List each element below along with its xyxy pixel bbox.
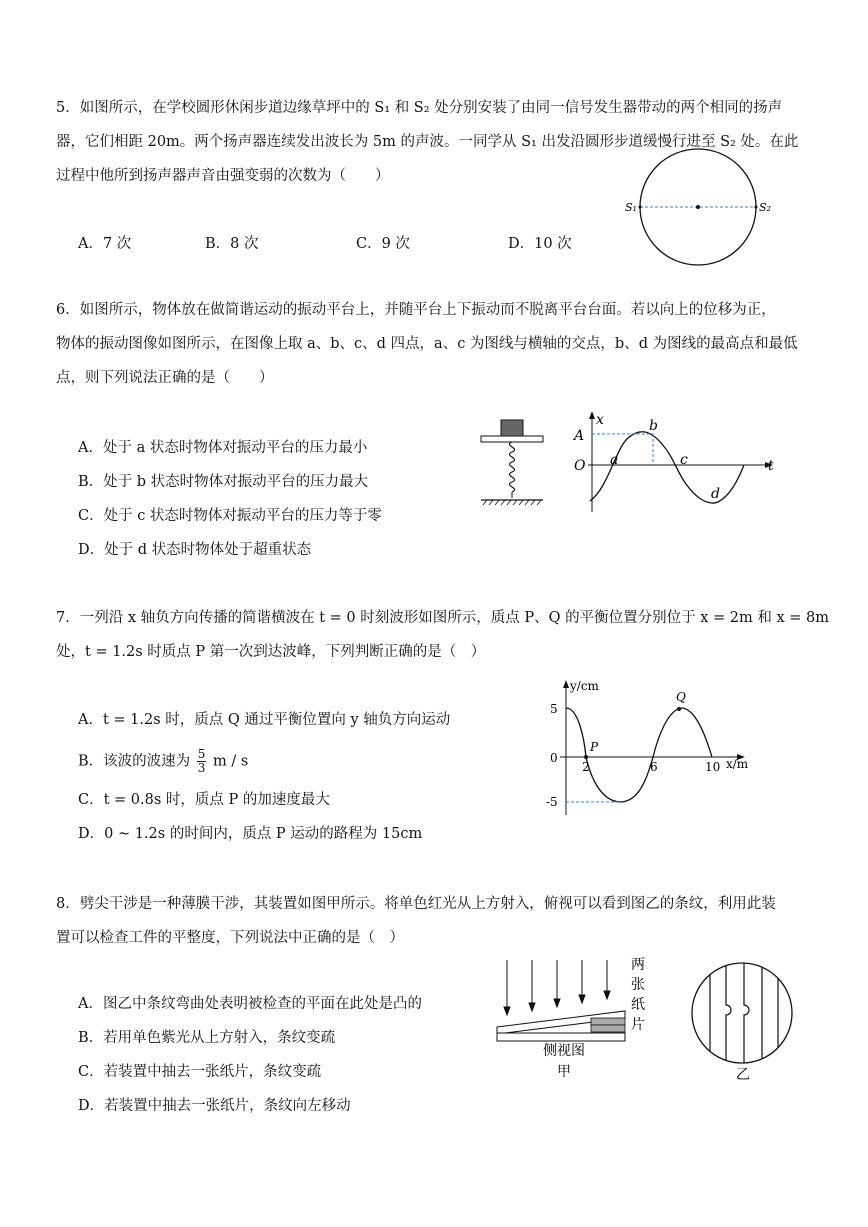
q8-line1: 8．劈尖干涉是一种薄膜干涉，其装置如图甲所示。将单色红光从上方射入，俯视可以看到图乙的条纹，利用此装 — [56, 896, 776, 912]
q7-P-label: P — [590, 740, 599, 754]
q7-yn5-label: -5 — [546, 795, 558, 809]
q7-option-b[interactable] — [78, 748, 248, 775]
q8-option-a[interactable]: A．图乙中条纹弯曲处表明被检查的平面在此处是凸的 — [78, 996, 422, 1012]
q8-side-view-label: 侧视图 — [543, 1043, 585, 1059]
q7-x-axis-label: x/m — [726, 757, 749, 771]
q6-line3: 点，则下列说法正确的是（ ） — [56, 370, 274, 386]
q7-x6-label: 6 — [650, 760, 658, 774]
q7-option-a[interactable]: A．t = 1.2s 时，质点 Q 通过平衡位置向 y 轴负方向运动 — [78, 712, 451, 728]
q6-option-d[interactable]: D．处于 d 状态时物体处于超重状态 — [78, 542, 312, 558]
q7-line1: 7．一列沿 x 轴负方向传播的简谐横波在 t = 0 时刻波形如图所示，质点 P、Q 的平衡位置分别位于 x = 2m 和 x = 8m — [56, 610, 829, 626]
q7-option-c[interactable]: C．t = 0.8s 时，质点 P 的加速度最大 — [78, 792, 330, 808]
q7-option-b-denominator: 3 — [197, 761, 206, 775]
q6-a-label: a — [610, 452, 619, 468]
q5-option-b[interactable]: B．8 次 — [205, 236, 259, 252]
q8-jia-label: 甲 — [557, 1064, 571, 1080]
q6-d-label: d — [711, 486, 720, 502]
q6-O-label: O — [574, 458, 586, 474]
q7-option-b-numerator: 5 — [197, 747, 206, 761]
q7-option-b-unit: m / s — [213, 753, 249, 770]
q5-circle-figure — [625, 145, 785, 275]
q8-paper-label-1: 张 — [631, 977, 645, 993]
q8-line2: 置可以检查工件的平整度，下列说法中正确的是（ ） — [56, 930, 404, 946]
q8-paper-label-0: 两 — [631, 957, 645, 973]
q5-line2: 器，它们相距 20m。两个扬声器连续发出波长为 5m 的声波。一同学从 S₁ 出发沿圆形步道缓慢行进至 S₂ 处。在此 — [56, 134, 799, 150]
q6-A-label: A — [574, 428, 585, 444]
q7-y5-label: 5 — [550, 702, 558, 716]
q8-option-c[interactable]: C．若装置中抽去一张纸片，条纹变疏 — [78, 1064, 322, 1080]
q5-s1-label: S₁ — [625, 201, 637, 214]
q7-line2: 处，t = 1.2s 时质点 P 第一次到达波峰，下列判断正确的是（ ） — [56, 644, 486, 660]
q7-x2-label: 2 — [582, 760, 590, 774]
q5-option-c[interactable]: C．9 次 — [356, 236, 410, 252]
q5-s2-label: S₂ — [759, 201, 771, 214]
q6-b-label: b — [649, 418, 658, 434]
q8-yi-label: 乙 — [736, 1067, 750, 1083]
q6-option-a[interactable]: A．处于 a 状态时物体对振动平台的压力最小 — [78, 440, 368, 456]
q7-option-d[interactable]: D．0 ~ 1.2s 的时间内，质点 P 运动的路程为 15cm — [78, 826, 423, 842]
q6-line2: 物体的振动图像如图所示，在图像上取 a、b、c、d 四点，a、c 为图线与横轴的交点，b、d 为图线的最高点和最低 — [56, 336, 798, 352]
q6-line1: 6．如图所示，物体放在做简谐运动的振动平台上，并随平台上下振动而不脱离平台台面。若以向上的位移为正， — [56, 302, 776, 318]
q8-paper-label-3: 片 — [631, 1017, 645, 1033]
q8-wedge-side-view-figure — [493, 955, 663, 1080]
q6-t-axis-label: t — [768, 458, 774, 474]
q6-vibration-graph — [568, 408, 788, 518]
q7-option-b-fraction — [197, 748, 207, 775]
q6-option-b[interactable]: B．处于 b 状态时物体对振动平台的压力最大 — [78, 474, 369, 490]
q8-option-b[interactable]: B．若用单色紫光从上方射入，条纹变疏 — [78, 1030, 336, 1046]
q5-option-a[interactable]: A．7 次 — [78, 236, 132, 252]
q7-option-b-text: B．该波的波速为 — [78, 753, 191, 770]
q5-line3: 过程中他所到扬声器声音由强变弱的次数为（ ） — [56, 168, 390, 184]
q6-option-c[interactable]: C．处于 c 状态时物体对振动平台的压力等于零 — [78, 508, 382, 524]
q7-y0-label: 0 — [550, 751, 558, 765]
q8-paper-label-2: 纸 — [631, 997, 645, 1013]
q7-wave-graph — [540, 675, 780, 820]
q5-option-d[interactable]: D．10 次 — [508, 236, 572, 252]
q6-spring-platform-figure — [473, 410, 553, 510]
q7-x10-label: 10 — [705, 760, 721, 774]
q6-c-label: c — [680, 452, 688, 468]
q5-line1: 5．如图所示，在学校圆形休闲步道边缘草坪中的 S₁ 和 S₂ 处分别安装了由同一信号发生器带动的两个相同的扬声 — [56, 100, 783, 116]
q8-option-d[interactable]: D．若装置中抽去一张纸片，条纹向左移动 — [78, 1098, 351, 1114]
q8-fringe-pattern-figure — [688, 955, 798, 1085]
q7-y-axis-label: y/cm — [570, 679, 599, 693]
q7-Q-label: Q — [676, 690, 686, 704]
q6-x-axis-label: x — [596, 412, 604, 428]
